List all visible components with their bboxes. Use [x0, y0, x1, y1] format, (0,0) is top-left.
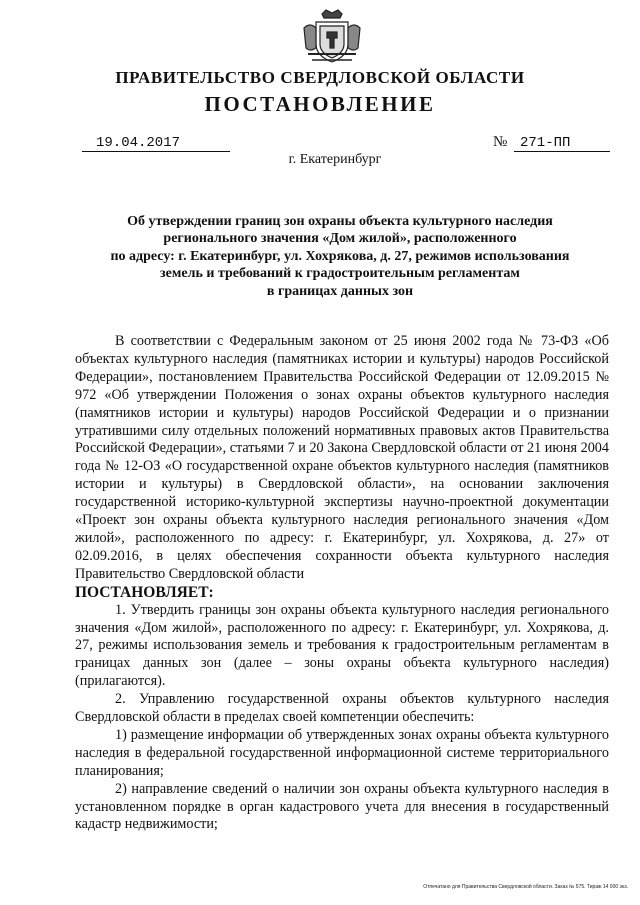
city-name: г. Екатеринбург [288, 152, 382, 167]
document-date: 19.04.2017 [82, 135, 230, 152]
item-2-paragraph: 2. Управлению государственной охраны объектов культурного наследия Свердловской области в пределах своей компетенции обеспечить: [75, 691, 609, 726]
coat-of-arms-emblem [300, 8, 364, 66]
item-2-2-paragraph: 2) направление сведений о наличии зон охраны объекта культурного наследия в установленном порядке в орган кадастрового учета для внесения в государственный кадастр недвижимости; [75, 780, 609, 833]
title-line: Об утверждении границ зон охраны объекта культурного наследия [127, 214, 553, 229]
number-sign: № [493, 134, 508, 150]
document-type: ПОСТАНОВЛЕНИЕ [204, 92, 436, 116]
item-2-1-paragraph: 1) размещение информации об утвержденных зонах охраны объекта культурного наследия в федеральной государственной информационной системе территориального планирования; [75, 726, 609, 779]
title-line: по адресу: г. Екатеринбург, ул. Хохрякова, д. 27, режимов использования [110, 248, 570, 264]
title-line: земель и требований к градостроительным регламентам [160, 266, 520, 282]
document-title [70, 213, 610, 300]
title-line: в границах данных зон [266, 283, 414, 299]
resolves-heading: ПОСТАНОВЛЯЕТ: [75, 583, 214, 601]
title-line: регионального значения «Дом жилой», расположенного [163, 231, 517, 247]
document-number: 271-ПП [514, 135, 610, 152]
print-footer-note: Отпечатано для Правительства Свердловской области. Заказ № 575. Тираж 14 000 экз. [423, 884, 628, 890]
preamble-paragraph: В соответствии с Федеральным законом от 25 июня 2002 года № 73-ФЗ «Об объектах культурного наследия (памятниках истории и культуры) народов Российской Федерации», постановлением Правительства Российской Федерации от 12.09.2015 № 972 «Об утверждении Положения о зонах охраны объектов культурного наследия (памятников истории и культуры) народов Российской Федерации и о признании утратившими силу отдельных положений нормативных правовых актов Правительства Российской Федерации», статьями 7 и 20 Закона Свердловской области от 21 июня 2004 года № 12-ОЗ «О государственной охране объектов культурного наследия (памятников истории и культуры) в Свердловской области», на основании заключения государственной историко-культурной экспертизы научно-проектной документации «Проект зон охраны объекта культурного наследия регионального значения «Дом жилой», расположенного по адресу: г. Екатеринбург, ул. Хохрякова, д. 27» от 02.09.2016, в целях обеспечения сохранности объекта культурного наследия Правительство Свердловской области [75, 333, 609, 582]
item-1-paragraph: 1. Утвердить границы зон охраны объекта культурного наследия регионального значения «Дом жилой», расположенного по адресу: г. Екатеринбург, ул. Хохрякова, д. 27, режимы использования земель и требования к градостроительным регламентам в границах данных зон (далее – зоны охраны объекта культурного наследия) (прилагаются). [75, 601, 609, 690]
organization-name: ПРАВИТЕЛЬСТВО СВЕРДЛОВСКОЙ ОБЛАСТИ [115, 68, 525, 87]
document-body [75, 333, 609, 834]
